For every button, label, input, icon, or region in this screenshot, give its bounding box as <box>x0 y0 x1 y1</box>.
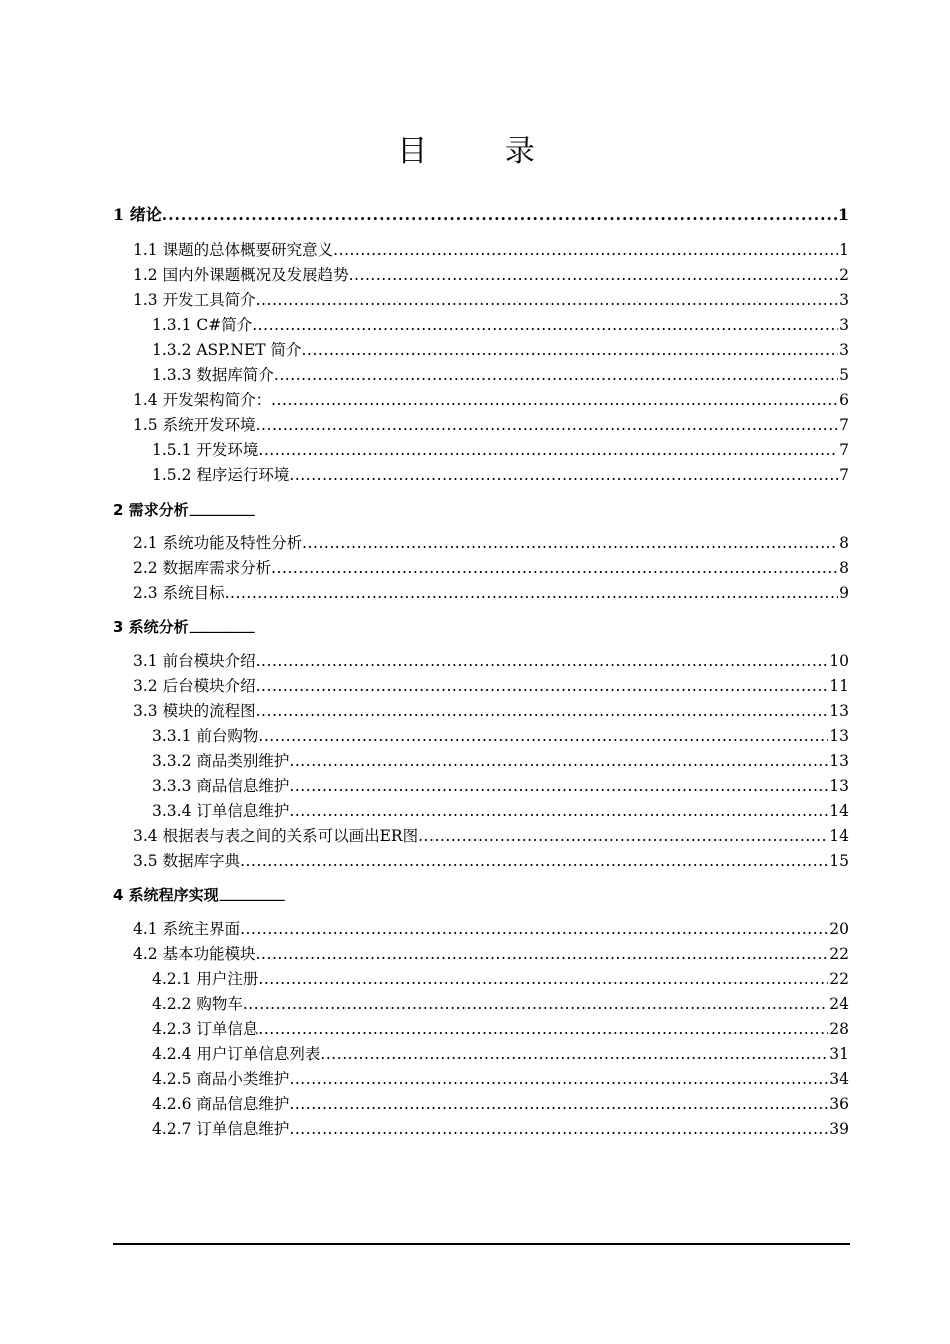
toc-entry-label: 1.3.2 ASP.NET 简介 <box>152 341 302 359</box>
toc-entry-label: 4.2.5 商品小类维护 <box>152 1070 290 1088</box>
toc-page-number: 34 <box>829 1070 849 1088</box>
toc-dot-leader <box>289 1068 828 1090</box>
toc-entry-label: 4.2.2 购物车 <box>152 995 243 1013</box>
toc-dot-leader <box>320 1043 828 1065</box>
toc-entry-label: 4.2.1 用户注册 <box>152 970 259 988</box>
toc-entry-label: 3.5 数据库字典 <box>133 852 241 870</box>
toc-entry[interactable] <box>133 412 849 436</box>
toc-entry[interactable] <box>152 362 849 386</box>
toc-entry[interactable] <box>152 1066 849 1090</box>
toc-entry[interactable] <box>152 312 849 336</box>
toc-entry-label: 4.2.7 订单信息维护 <box>152 1120 290 1138</box>
toc-dot-leader <box>256 414 839 436</box>
toc-page-number: 6 <box>839 391 849 409</box>
toc-page-number: 3 <box>839 316 849 334</box>
toc-entry-label: 2 需求分析 <box>113 501 189 519</box>
toc-dot-leader <box>289 750 828 772</box>
toc-entry-label: 3.3.3 商品信息维护 <box>152 777 290 795</box>
toc-page-number: 13 <box>829 727 849 745</box>
toc-entry[interactable] <box>113 614 849 638</box>
toc-entry-label: 3.2 后台模块介绍 <box>133 677 256 695</box>
toc-entry-label: 3.1 前台模块介绍 <box>133 652 256 670</box>
toc-dot-leader <box>289 800 828 822</box>
toc-dot-leader <box>418 825 828 847</box>
toc-entry[interactable] <box>152 1091 849 1115</box>
toc-entry-label: 1.5.2 程序运行环境 <box>152 466 290 484</box>
toc-entry-label: 1.3.3 数据库简介 <box>152 366 274 384</box>
toc-dot-leader <box>258 1018 828 1040</box>
toc-entry-label: 1.2 国内外课题概况及发展趋势 <box>133 266 349 284</box>
toc-dot-leader <box>258 968 828 990</box>
toc-dot-leader <box>258 725 828 747</box>
toc-dot-leader <box>289 464 838 486</box>
toc-entry-label: 3.3.1 前台购物 <box>152 727 259 745</box>
toc-entry[interactable] <box>133 262 849 286</box>
toc-page-number: 39 <box>829 1120 849 1138</box>
toc-entry-label: 3.3.2 商品类别维护 <box>152 752 290 770</box>
toc-entry[interactable] <box>152 337 849 361</box>
toc-dot-leader <box>162 204 837 226</box>
toc-entry-label: 4.2.3 订单信息 <box>152 1020 259 1038</box>
toc-entry-label: 3.3 模块的流程图 <box>133 702 256 720</box>
toc-dot-leader <box>302 532 838 554</box>
toc-dot-leader <box>271 389 838 411</box>
toc-page-number: 13 <box>829 752 849 770</box>
footer-rule <box>113 1243 850 1245</box>
toc-dot-leader <box>225 582 839 604</box>
toc-dot-leader <box>333 239 838 261</box>
toc-dot-leader <box>256 675 829 697</box>
toc-entry[interactable] <box>113 202 849 226</box>
toc-entry[interactable] <box>152 773 849 797</box>
toc-entry[interactable] <box>152 966 849 990</box>
toc-dot-leader <box>256 943 829 965</box>
toc-dot-leader <box>240 850 828 872</box>
toc-page-number: 13 <box>829 702 849 720</box>
toc-page-number: 1 <box>839 241 849 259</box>
toc-dot-leader <box>189 624 848 638</box>
toc-entry-label: 2.2 数据库需求分析 <box>133 559 272 577</box>
toc-dot-leader <box>258 439 838 461</box>
toc-entry[interactable] <box>113 882 849 906</box>
toc-entry-label: 4 系统程序实现 <box>113 886 219 904</box>
toc-page-number: 22 <box>829 945 849 963</box>
toc-dot-leader <box>256 700 829 722</box>
toc-entry-label: 4.2.6 商品信息维护 <box>152 1095 290 1113</box>
toc-dot-leader <box>252 314 838 336</box>
toc-entry[interactable] <box>133 555 849 579</box>
toc-page-number: 8 <box>839 559 849 577</box>
toc-entry[interactable] <box>133 237 849 261</box>
toc-page-number: 28 <box>829 1020 849 1038</box>
toc-entry[interactable] <box>133 916 849 940</box>
toc-page-number: 5 <box>839 366 849 384</box>
toc-page-number: 24 <box>829 995 849 1013</box>
toc-page-number: 1 <box>837 205 849 224</box>
toc-dot-leader <box>256 650 829 672</box>
toc-entry-label: 2.1 系统功能及特性分析 <box>133 534 303 552</box>
toc-page-number: 13 <box>829 777 849 795</box>
toc-page-number: 7 <box>839 466 849 484</box>
toc-entry[interactable] <box>133 848 849 872</box>
toc-entry[interactable] <box>152 748 849 772</box>
toc-entry[interactable] <box>152 1116 849 1140</box>
toc-entry-label: 1.1 课题的总体概要研究意义 <box>133 241 334 259</box>
toc-page-number: 11 <box>829 677 849 695</box>
toc-dot-leader <box>349 264 839 286</box>
toc-entry-label: 2.3 系统目标 <box>133 584 225 602</box>
toc-entry[interactable] <box>133 941 849 965</box>
toc-page-number: 20 <box>829 920 849 938</box>
toc-dot-leader <box>240 918 828 940</box>
toc-page-number: 15 <box>829 852 849 870</box>
toc-entry[interactable] <box>152 991 849 1015</box>
toc-entry-label: 4.2 基本功能模块 <box>133 945 256 963</box>
toc-page-number: 22 <box>829 970 849 988</box>
toc-entry-label: 1.4 开发架构简介： <box>133 391 272 409</box>
toc-entry[interactable] <box>152 798 849 822</box>
toc-entry-label: 4.2.4 用户订单信息列表 <box>152 1045 321 1063</box>
toc-entry-label: 1 绪论 <box>113 205 162 224</box>
toc-dot-leader <box>243 993 828 1015</box>
toc-entry-label: 1.5.1 开发环境 <box>152 441 259 459</box>
page-title: 目 录 <box>397 134 569 169</box>
toc-dot-leader <box>189 507 848 521</box>
toc-entry[interactable] <box>152 1016 849 1040</box>
toc-page-number: 8 <box>839 534 849 552</box>
toc-page-number: 36 <box>829 1095 849 1113</box>
toc-entry-label: 1.5 系统开发环境 <box>133 416 256 434</box>
toc-entry-label: 4.1 系统主界面 <box>133 920 241 938</box>
toc-dot-leader <box>256 289 839 311</box>
toc-dot-leader <box>271 557 838 579</box>
toc-page-number: 7 <box>839 416 849 434</box>
toc-entry[interactable] <box>152 1041 849 1065</box>
toc-page-number: 14 <box>829 802 849 820</box>
toc-entry-label: 1.3 开发工具简介 <box>133 291 256 309</box>
toc-dot-leader <box>219 892 848 906</box>
toc-page-number: 2 <box>839 266 849 284</box>
toc-entry[interactable] <box>133 530 849 554</box>
toc-page-number: 9 <box>839 584 849 602</box>
toc-entry[interactable] <box>152 462 849 486</box>
toc-entry[interactable] <box>152 723 849 747</box>
toc-entry-label: 3 系统分析 <box>113 618 189 636</box>
toc-dot-leader <box>289 775 828 797</box>
toc-entry[interactable] <box>133 580 849 604</box>
toc-entry[interactable] <box>113 497 849 521</box>
toc-page-number: 3 <box>839 341 849 359</box>
toc-page-number: 31 <box>829 1045 849 1063</box>
toc-entry[interactable] <box>133 387 849 411</box>
toc-page-number: 14 <box>829 827 849 845</box>
toc-dot-leader <box>289 1118 828 1140</box>
toc-entry[interactable] <box>152 437 849 461</box>
toc-page-number: 3 <box>839 291 849 309</box>
toc-entry-label: 3.3.4 订单信息维护 <box>152 802 290 820</box>
toc-entry[interactable] <box>133 823 849 847</box>
toc-page-number: 7 <box>839 441 849 459</box>
toc-entry[interactable] <box>133 698 849 722</box>
toc-entry[interactable] <box>133 648 849 672</box>
toc-dot-leader <box>274 364 838 386</box>
toc-entry[interactable] <box>133 673 849 697</box>
toc-dot-leader <box>289 1093 828 1115</box>
toc-entry-label: 3.4 根据表与表之间的关系可以画出ER图 <box>133 827 419 845</box>
toc-entry[interactable] <box>133 287 849 311</box>
toc-page-number: 10 <box>829 652 849 670</box>
toc-entry-label: 1.3.1 C#简介 <box>152 316 253 334</box>
toc-dot-leader <box>302 339 839 361</box>
